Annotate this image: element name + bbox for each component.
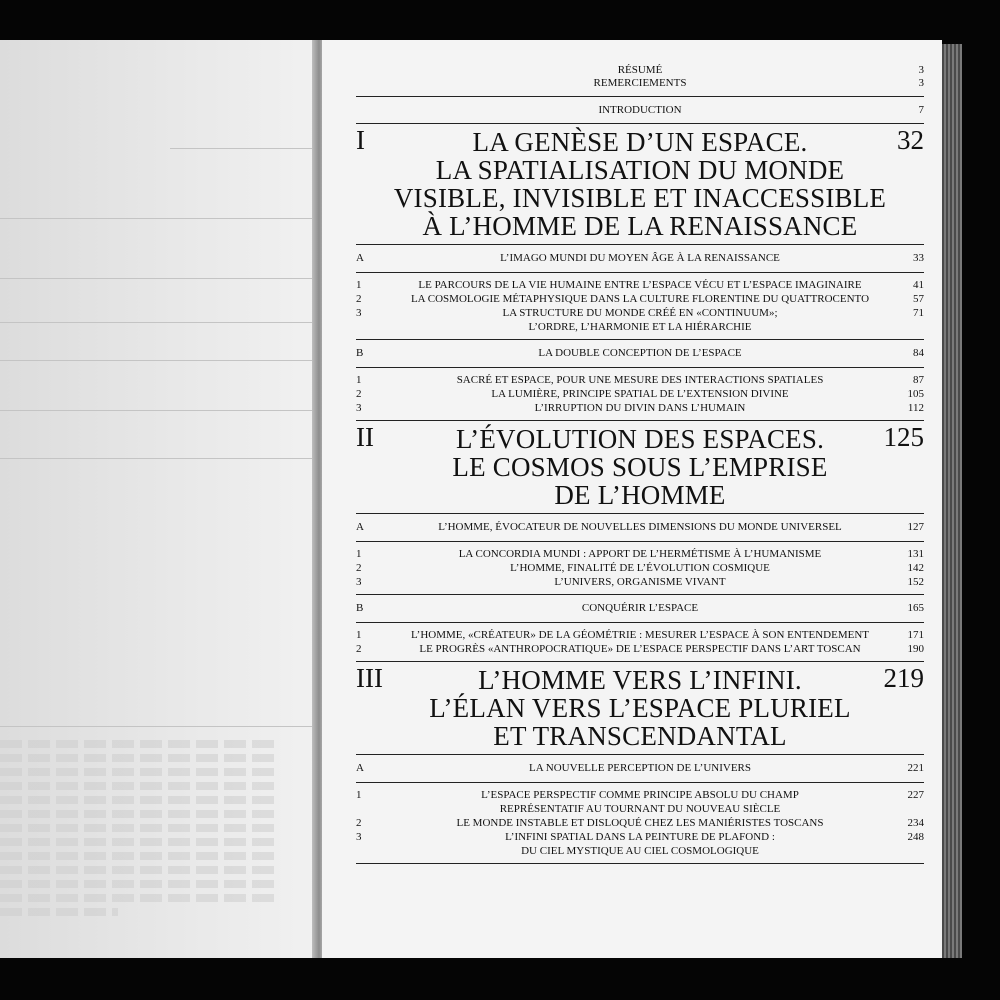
part-title-line: LA GENÈSE D’UN ESPACE. xyxy=(472,127,808,157)
entry-label: RÉSUMÉ xyxy=(617,64,663,76)
chapter-title: LE MONDE INSTABLE ET DISLOQUÉ CHEZ LES MANIÉRISTES TOSCANS xyxy=(456,817,824,829)
chapter-entry xyxy=(356,642,924,656)
chapter-title: LA CONCORDIA MUNDI : APPORT DE L’HERMÉTISME À L’HUMANISME xyxy=(458,548,822,560)
chapter-entry xyxy=(356,575,924,589)
chapter-page: 131 xyxy=(907,548,924,560)
section-page: 84 xyxy=(913,347,924,359)
ghost-text xyxy=(0,754,278,762)
chapter-entry xyxy=(356,387,924,401)
part-title-line: ET TRANSCENDANTAL xyxy=(493,721,787,751)
chapter-title: LA LUMIÈRE, PRINCIPE SPATIAL DE L’EXTENSION DIVINE xyxy=(491,388,789,400)
chapter-number: 3 xyxy=(356,307,362,319)
chapter-title: LE PARCOURS DE LA VIE HUMAINE ENTRE L’ESPACE VÉCU ET L’ESPACE IMAGINAIRE xyxy=(418,279,862,291)
chapter-entry xyxy=(356,561,924,575)
chapter-entry xyxy=(356,401,924,415)
chapter-entry xyxy=(356,278,924,292)
chapter-page: 152 xyxy=(907,576,924,588)
ghost-rule xyxy=(0,278,318,279)
chapter-page: 112 xyxy=(907,402,924,414)
section-entry xyxy=(356,340,924,367)
chapter-page: 105 xyxy=(907,388,924,400)
section-page: 165 xyxy=(907,602,924,614)
section-entry xyxy=(356,245,924,272)
chapter-entry xyxy=(356,292,924,306)
part-page: 32 xyxy=(897,125,924,155)
ghost-text xyxy=(0,768,278,776)
section-title: L’HOMME, ÉVOCATEUR DE NOUVELLES DIMENSIONS DU MONDE UNIVERSEL xyxy=(438,521,842,533)
chapter-number: 2 xyxy=(356,817,362,829)
front-matter xyxy=(356,64,924,96)
ghost-text xyxy=(0,838,278,846)
chapter-list xyxy=(356,623,924,661)
part-number: I xyxy=(356,125,365,155)
chapter-title: L’ESPACE PERSPECTIF COMME PRINCIPE ABSOLU DU CHAMP xyxy=(481,789,799,801)
entry-label: REMERCIEMENTS xyxy=(593,77,687,89)
part-heading xyxy=(356,421,924,513)
chapter-title: L’HOMME, «CRÉATEUR» DE LA GÉOMÉTRIE : MESURER L’ESPACE À SON ENTENDEMENT xyxy=(410,629,870,641)
section-page: 221 xyxy=(907,762,924,774)
part-number: III xyxy=(356,663,383,693)
chapter-page: 171 xyxy=(907,629,924,641)
divider xyxy=(356,863,924,864)
chapter-title-continued: REPRÉSENTATIF AU TOURNANT DU NOUVEAU SIÈCLE xyxy=(499,803,781,815)
chapter-number: 1 xyxy=(356,374,362,386)
section-letter: A xyxy=(356,252,364,264)
toc-entry-remerciements xyxy=(356,77,924,90)
chapter-number: 2 xyxy=(356,388,362,400)
chapter-page: 190 xyxy=(907,643,924,655)
ghost-rule xyxy=(0,322,318,323)
ghost-rule xyxy=(0,410,318,411)
section-entry xyxy=(356,755,924,782)
chapter-title: LA STRUCTURE DU MONDE CRÉÉ EN «CONTINUUM»; xyxy=(502,307,778,319)
chapter-page: 41 xyxy=(913,279,924,291)
section-letter: B xyxy=(356,602,364,614)
chapter-title-continued: L’ORDRE, L’HARMONIE ET LA HIÉRARCHIE xyxy=(528,321,752,333)
chapter-page: 142 xyxy=(907,562,924,574)
ghost-rule xyxy=(170,148,318,149)
chapter-number: 2 xyxy=(356,643,362,655)
section-letter: B xyxy=(356,347,364,359)
section-letter: A xyxy=(356,762,364,774)
section-title: LA DOUBLE CONCEPTION DE L’ESPACE xyxy=(538,347,742,359)
section-title: LA NOUVELLE PERCEPTION DE L’UNIVERS xyxy=(528,762,752,774)
chapter-list xyxy=(356,368,924,420)
chapter-entry xyxy=(356,628,924,642)
chapter-page: 87 xyxy=(913,374,924,386)
ghost-text xyxy=(0,908,118,916)
chapter-title: LA COSMOLOGIE MÉTAPHYSIQUE DANS LA CULTURE FLORENTINE DU QUATTROCENTO xyxy=(410,293,870,305)
ghost-rule xyxy=(0,218,318,219)
ghost-rule xyxy=(0,360,318,361)
ghost-text xyxy=(0,782,278,790)
chapter-entry xyxy=(356,830,924,858)
part-title-line: LA SPATIALISATION DU MONDE xyxy=(435,155,845,185)
chapter-list xyxy=(356,273,924,339)
chapter-title: SACRÉ ET ESPACE, POUR UNE MESURE DES INTERACTIONS SPATIALES xyxy=(456,374,824,386)
chapter-page: 234 xyxy=(907,817,924,829)
chapter-number: 2 xyxy=(356,293,362,305)
entry-page: 3 xyxy=(918,64,924,76)
chapter-number: 1 xyxy=(356,629,362,641)
ghost-text xyxy=(0,894,278,902)
chapter-number: 1 xyxy=(356,789,362,801)
chapter-page: 227 xyxy=(907,789,924,801)
ghost-text xyxy=(0,880,278,888)
chapter-title: LE PROGRÈS «ANTHROPOCRATIQUE» DE L’ESPACE PERSPECTIF DANS L’ART TOSCAN xyxy=(419,643,861,655)
chapter-title: L’IRRUPTION DU DIVIN DANS L’HUMAIN xyxy=(534,402,746,414)
chapter-entry xyxy=(356,547,924,561)
section-entry xyxy=(356,595,924,622)
entry-page: 7 xyxy=(918,104,924,116)
chapter-title: L’INFINI SPATIAL DANS LA PEINTURE DE PLAFOND : xyxy=(505,831,775,843)
part-title-line: L’ÉVOLUTION DES ESPACES. xyxy=(455,424,825,454)
ghost-text xyxy=(0,824,278,832)
part-title-line: LE COSMOS SOUS L’EMPRISE xyxy=(452,452,828,482)
ghost-rule xyxy=(0,458,318,459)
table-of-contents xyxy=(356,64,924,864)
chapter-number: 1 xyxy=(356,279,362,291)
section-title: L’IMAGO MUNDI DU MOYEN ÂGE À LA RENAISSANCE xyxy=(500,252,780,264)
chapter-entry xyxy=(356,816,924,830)
part-title-line: VISIBLE, INVISIBLE ET INACCESSIBLE xyxy=(393,183,887,213)
part-title-line: À L’HOMME DE LA RENAISSANCE xyxy=(422,211,858,241)
left-page xyxy=(0,40,318,958)
chapter-entry xyxy=(356,788,924,816)
part-title-line: DE L’HOMME xyxy=(554,480,726,510)
chapter-number: 3 xyxy=(356,402,362,414)
ghost-text xyxy=(0,866,278,874)
toc-entry-resume xyxy=(356,64,924,77)
ghost-text xyxy=(0,740,278,748)
chapter-number: 3 xyxy=(356,576,362,588)
chapter-entry xyxy=(356,306,924,334)
entry-page: 3 xyxy=(918,77,924,89)
chapter-title: L’HOMME, FINALITÉ DE L’ÉVOLUTION COSMIQUE xyxy=(510,562,770,574)
ghost-text xyxy=(0,810,278,818)
part-page: 125 xyxy=(883,422,924,452)
parts-list xyxy=(356,124,924,864)
section-page: 127 xyxy=(907,521,924,533)
part-heading xyxy=(356,662,924,754)
part-title-line: L’HOMME VERS L’INFINI. xyxy=(478,665,802,695)
entry-label: INTRODUCTION xyxy=(598,104,682,116)
toc-entry-introduction xyxy=(356,97,924,123)
chapter-page: 57 xyxy=(913,293,924,305)
part-heading xyxy=(356,124,924,244)
chapter-list xyxy=(356,542,924,594)
chapter-title: L’UNIVERS, ORGANISME VIVANT xyxy=(554,576,726,588)
chapter-page: 71 xyxy=(913,307,924,319)
part-page: 219 xyxy=(883,663,924,693)
part-number: II xyxy=(356,422,374,452)
ghost-text xyxy=(0,852,278,860)
chapter-number: 2 xyxy=(356,562,362,574)
chapter-page: 248 xyxy=(907,831,924,843)
right-page xyxy=(322,40,942,958)
ghost-rule xyxy=(0,726,318,727)
chapter-number: 3 xyxy=(356,831,362,843)
section-entry xyxy=(356,514,924,541)
part-title-line: L’ÉLAN VERS L’ESPACE PLURIEL xyxy=(429,693,851,723)
section-title: CONQUÉRIR L’ESPACE xyxy=(581,602,699,614)
section-page: 33 xyxy=(913,252,924,264)
chapter-title-continued: DU CIEL MYSTIQUE AU CIEL COSMOLOGIQUE xyxy=(521,845,759,857)
chapter-list xyxy=(356,783,924,863)
section-letter: A xyxy=(356,521,364,533)
chapter-number: 1 xyxy=(356,548,362,560)
ghost-text xyxy=(0,796,278,804)
chapter-entry xyxy=(356,373,924,387)
